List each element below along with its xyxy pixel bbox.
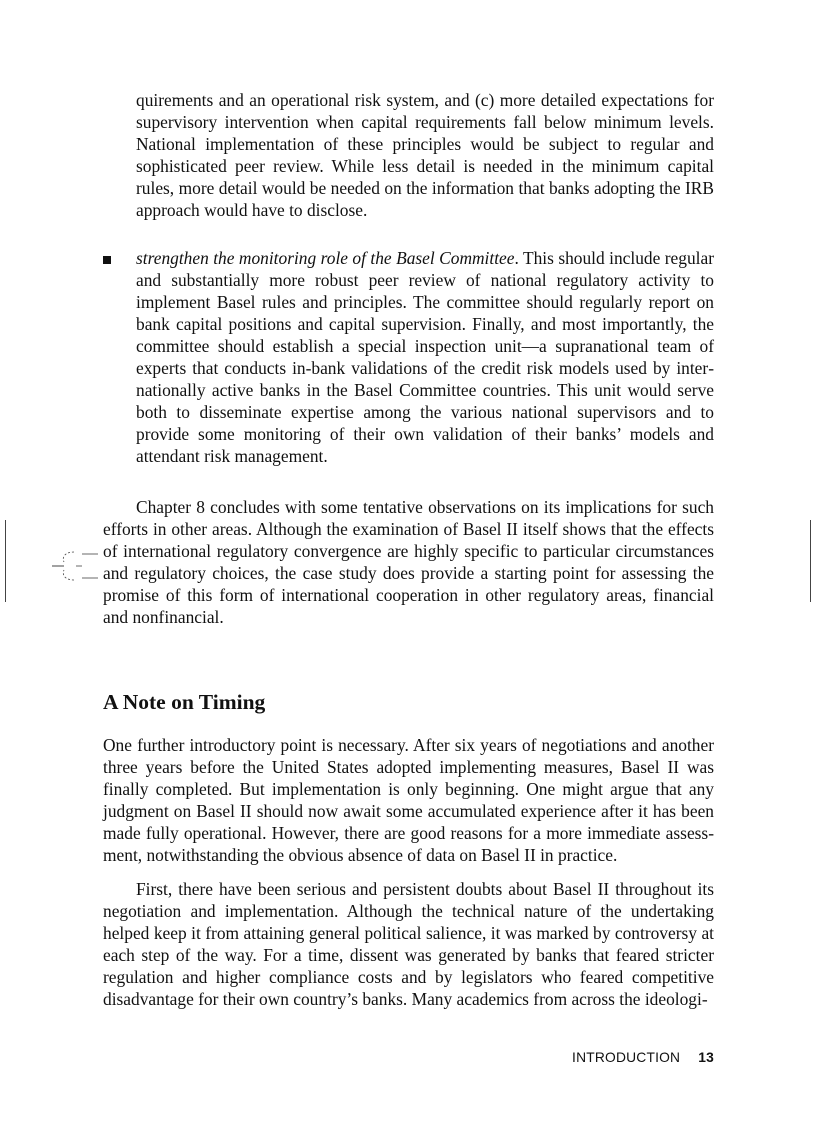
paragraph-timing-2: First, there have been serious and persistent doubts about Basel II throughout its negotiation and implementation. Although the technical nature of the undertaking helped keep it from attaining general political salience, it was marked by controversy at each step of the way. For a time, dissent was generated by banks that feared stricter regulation and higher compliance costs and by legislators who feared competitive disadvantage for their own country’s banks. Many academics from across the ideologi- — [103, 879, 714, 1009]
running-head: INTRODUCTION — [572, 1050, 681, 1065]
registration-mark-icon — [52, 548, 98, 584]
paragraph-chapter-8: Chapter 8 concludes with some tentative observations on its implications for such efforts in other areas. Although the examination of Basel II itself shows that the effects of international regulatory convergence are highly specific to particular circumstances and regulatory choices, the case study does provide a starting point for assessing the promise of this form of international cooperation in other regulatory areas, financial and nonfinancial. — [103, 497, 714, 627]
paragraph-timing-1: One further introductory point is necessary. After six years of negotiations and another three years before the United States adopted implementing measures, Basel II was finally completed. But implementation is only beginning. One might argue that any judgment on Basel II should now await some accumulated experience after it has been made fully operational. However, there are good reasons for a more immediate assessment, notwithstanding the obvious absence of data on Basel II in practice. — [103, 735, 714, 865]
section-heading: A Note on Timing — [103, 690, 266, 714]
crop-mark-right — [810, 520, 811, 602]
bullet-lead-italic: strengthen the monitoring role of the Basel Committee — [136, 248, 515, 268]
page-number: 13 — [698, 1050, 714, 1065]
square-bullet-icon — [103, 256, 111, 264]
page-footer — [572, 1048, 714, 1068]
paragraph-continued: quirements and an operational risk system, and (c) more detailed expectations for supervisory intervention when capital requirements fall below minimum levels. National implementation of these principles would be subject to regular and sophisticated peer review. While less detail is needed in the minimum capital rules, more detail would be needed on the information that banks adopting the IRB approach would have to disclose. — [136, 90, 714, 220]
crop-mark-left — [5, 520, 6, 602]
bullet-body-text: . This should include regular and substantially more robust peer review of national regulatory activity to implement Basel rules and principles. The committee should regularly report on bank capital positions and capital supervision. Finally, and most importantly, the committee should establish a special inspection unit—a supranational team of experts that conducts in-bank validations of the credit risk models used by internationally active banks in the Basel Committee countries. This unit would serve both to disseminate expertise among the various national supervisors and to provide some monitoring of their own validation of their banks’ models and attendant risk management. — [136, 248, 715, 466]
bullet-paragraph — [136, 247, 714, 467]
